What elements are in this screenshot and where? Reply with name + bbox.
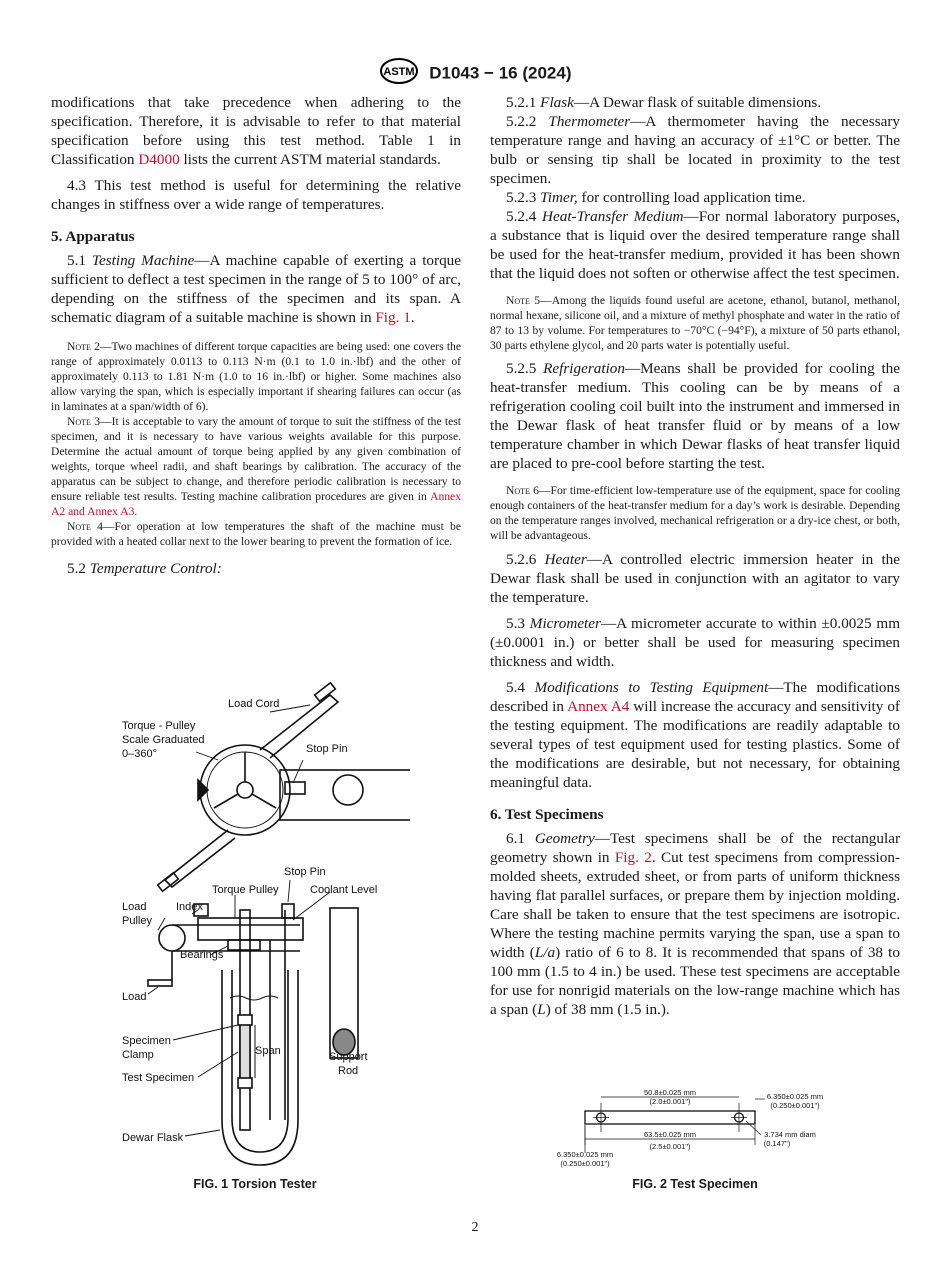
dim-right-1: 6.350±0.025 mm <box>766 1092 824 1101</box>
paragraph-6-1: 6.1 Geometry—Test specimens shall be of the rectangular geometry shown in Fig. 2. Cut test specimens from compression-molded sheets, extruded sheet, or from parts of uniform thickness having flat parallel surfaces, or prepare them by injection molding. Care shall be taken to ensure that the test specimens are isotropic. Where the testing machine permits varying the span, use a span to width (L/a) ratio of 6 to 8. It is recommended that spans of 38 to 100 mm (1.5 to 4 in.) be used. These test specimens are acceptable for use for nonrigid materials on the low-range machine which has a span (L) of 38 mm (1.5 in.). <box>490 830 901 1018</box>
section-5-heading: 5. Apparatus <box>51 228 135 245</box>
stop-pin-top <box>285 782 305 794</box>
label-load-cord: Load Cord <box>228 698 280 710</box>
label-torque-pulley: Torque Pulley <box>212 884 279 896</box>
svg-text:ASTM: ASTM <box>382 66 415 78</box>
paragraph-continued: modifications that take precedence when adhering to the specification. Therefore, it is advisable to refer to that material specification before using this test method. Table 1 in Classification D4000 lists the current ASTM material standards. <box>51 94 461 168</box>
paragraph-5-4: 5.4 Modifications to Testing Equipment—The modifications described in Annex A4 will increase the accuracy and sensitivity of the testing equipment. The modifications are readily adaptable to several types of test equipment used for testing plastics. Some of the modifications are desirable, but not necessary, for obtaining meaningful data. <box>490 679 901 791</box>
dim-top-2: (2.0±0.001") <box>649 1097 691 1106</box>
page-number: 2 <box>471 1220 479 1235</box>
label-load-pulley-1: Load <box>122 901 147 913</box>
link-fig-2[interactable]: Fig. 2 <box>614 849 652 866</box>
paragraph-5-2: 5.2 Temperature Control: <box>67 560 222 577</box>
label-test-specimen: Test Specimen <box>122 1072 195 1084</box>
label-support-rod-2: Rod <box>338 1065 359 1077</box>
dim-left-2: (0.250±0.001") <box>560 1159 610 1168</box>
paragraph-5-2-4: 5.2.4 Heat-Transfer Medium—For normal laboratory purposes, a substance that is liquid over the desired temperature range shall be used for the heat-transfer medium, provided it has been shown that the liquid does not soften or otherwise affect the test specimen. <box>490 208 900 282</box>
label-specimen-clamp-1: Specimen <box>122 1035 171 1047</box>
note-4: Note 4—For operation at low temperatures the shaft of the machine must be provided with a heated collar next to the lower bearing to prevent the formation of ice. <box>51 520 462 548</box>
figure-1-caption: FIG. 1 Torsion Tester <box>193 1177 317 1191</box>
link-d4000[interactable]: D4000 <box>138 151 180 168</box>
dim-top-1: 50.8±0.025 mm <box>643 1088 697 1097</box>
label-span: Span <box>255 1045 281 1057</box>
pulley-hub <box>237 782 253 798</box>
label-stop-pin-top: Stop Pin <box>306 743 348 755</box>
paragraph-5-2-6: 5.2.6 Heater—A controlled electric immersion heater in the Dewar flask shall be used in conjunction with an agitator to vary the temperature. <box>490 551 901 606</box>
astm-logo <box>379 58 419 89</box>
specimen-bar <box>585 1111 755 1124</box>
label-torque-pulley-scale-3: 0–360° <box>122 748 157 760</box>
paragraph-5-2-2: 5.2.2 Thermometer—A thermometer having the necessary temperature range and having an accuracy of ±1°C or better. The bulb or sensing tip shall be located in proximity to the test specimen. <box>490 113 901 187</box>
note-2: Note 2—Two machines of different torque capacities are being used: one covers the range of approximately 0.0113 to 0.113 N·m (0.1 to 1.0 in.·lbf) and the other of approximately 0.113 to 1.81 N·m (1.0 to 16 in.·lbf) or higher. Some machines also allow varying the span, which is especially important if shearing failures can occur (as in laminates at a span/width of 6). <box>51 340 461 413</box>
paragraph-5-1: 5.1 Testing Machine—A machine capable of exerting a torque sufficient to deflect a test specimen in the range of 5 to 100° of arc, depending on the stiffness of the specimen and its span. A schematic diagram of a suitable machine is shown in Fig. 1. <box>51 252 462 326</box>
label-torque-pulley-scale-1: Torque - Pulley <box>122 720 196 732</box>
paragraph-5-3: 5.3 Micrometer—A micrometer accurate to within ±0.0025 mm (±0.0001 in.) or better shall be used for measuring specimen thickness and width. <box>490 615 901 670</box>
label-torque-pulley-scale-2: Scale Graduated <box>122 734 205 746</box>
dim-mid-2: (2.5±0.001") <box>649 1142 691 1151</box>
mount-plate <box>280 770 410 820</box>
page-header <box>0 58 950 89</box>
link-annex-a4[interactable]: Annex A4 <box>567 698 630 715</box>
dim-mid-1: 63.5±0.025 mm <box>643 1130 697 1139</box>
left-column <box>51 93 461 578</box>
label-bearings: Bearings <box>180 949 224 961</box>
paragraph-5-2-3: 5.2.3 Timer, for controlling load application time. <box>506 189 806 206</box>
paragraph-5-2-1: 5.2.1 Flask—A Dewar flask of suitable dimensions. <box>506 94 822 111</box>
note-3: Note 3—It is acceptable to vary the amount of torque to suit the stiffness of the test specimen, and it is necessary to have various weights available for this purpose. Determine the actual amount of torque being applied by any given combination of weights, torque wheel radii, and shaft bearings by calibration. The accuracy of the apparatus can be subject to change, and therefore periodic calibration is necessary to ensure reliable test results. Testing machine calibration procedures are given in Annex A2 and Annex A3. <box>51 415 462 518</box>
dim-right-2: (0.250±0.001") <box>770 1101 820 1110</box>
figure-2-caption: FIG. 2 Test Specimen <box>632 1177 758 1191</box>
index-pointer <box>198 780 208 800</box>
label-specimen-clamp-2: Clamp <box>122 1049 154 1061</box>
note-6: Note 6—For time-efficient low-temperature use of the equipment, space for cooling enough containers of the heat-transfer medium for a day’s work is desirable. Depending on the temperature ranges involved, mechanical refrigeration or a dry-ice chest, or both, will be advantageous. <box>490 484 900 542</box>
link-fig-1[interactable]: Fig. 1 <box>375 309 411 326</box>
figure-1-torsion-tester <box>110 680 410 1185</box>
paragraph-4-3: 4.3 This test method is useful for determining the relative changes in stiffness over a wide range of temperatures. <box>51 177 461 213</box>
label-load: Load <box>122 991 147 1003</box>
stop-pin-block <box>282 904 294 918</box>
label-support-rod-1: Support <box>329 1051 368 1063</box>
dim-left-1: 6.350±0.025 mm <box>556 1150 614 1159</box>
document-designation: D1043 − 16 (2024) <box>429 63 572 83</box>
load-weight <box>148 980 172 986</box>
test-specimen <box>240 1020 250 1085</box>
paragraph-5-2-5: 5.2.5 Refrigeration—Means shall be provided for cooling the heat-transfer medium. This cooling can be by means of a refrigeration cooling coil built into the instrument and immersed in the Dewar flask of heat transfer fluid or by means of a low temperature chamber in which Dewar flasks of heat transfer liquid are placed to pre-cool before starting the test. <box>490 360 900 472</box>
hole-dim-2: (0.147") <box>763 1139 791 1148</box>
label-dewar-flask: Dewar Flask <box>122 1132 184 1144</box>
label-coolant-level: Coolant Level <box>310 884 378 896</box>
figure-2-test-specimen <box>555 1085 845 1180</box>
right-column <box>490 93 900 1019</box>
label-load-pulley-2: Pulley <box>122 915 152 927</box>
label-index: Index <box>176 901 203 913</box>
note-5: Note 5—Among the liquids found useful are acetone, ethanol, butanol, methanol, normal hexane, silicone oil, and a mixture of methyl phosphate and water in the ratio of 87 to 13 by volume. For temperatures to −70°C (−94°F), a mixture of 50 parts ethanol, 30 parts ethylene glycol, and 20 parts water is potentially useful. <box>490 294 901 352</box>
link-annex-a2-a3[interactable]: Annex A2 and Annex A3 <box>51 490 462 518</box>
load-pulley <box>159 925 185 951</box>
section-6-heading: 6. Test Specimens <box>490 806 604 823</box>
label-stop-pin: Stop Pin <box>284 866 326 878</box>
hole-dim-1: 3.734 mm diam <box>764 1130 816 1139</box>
